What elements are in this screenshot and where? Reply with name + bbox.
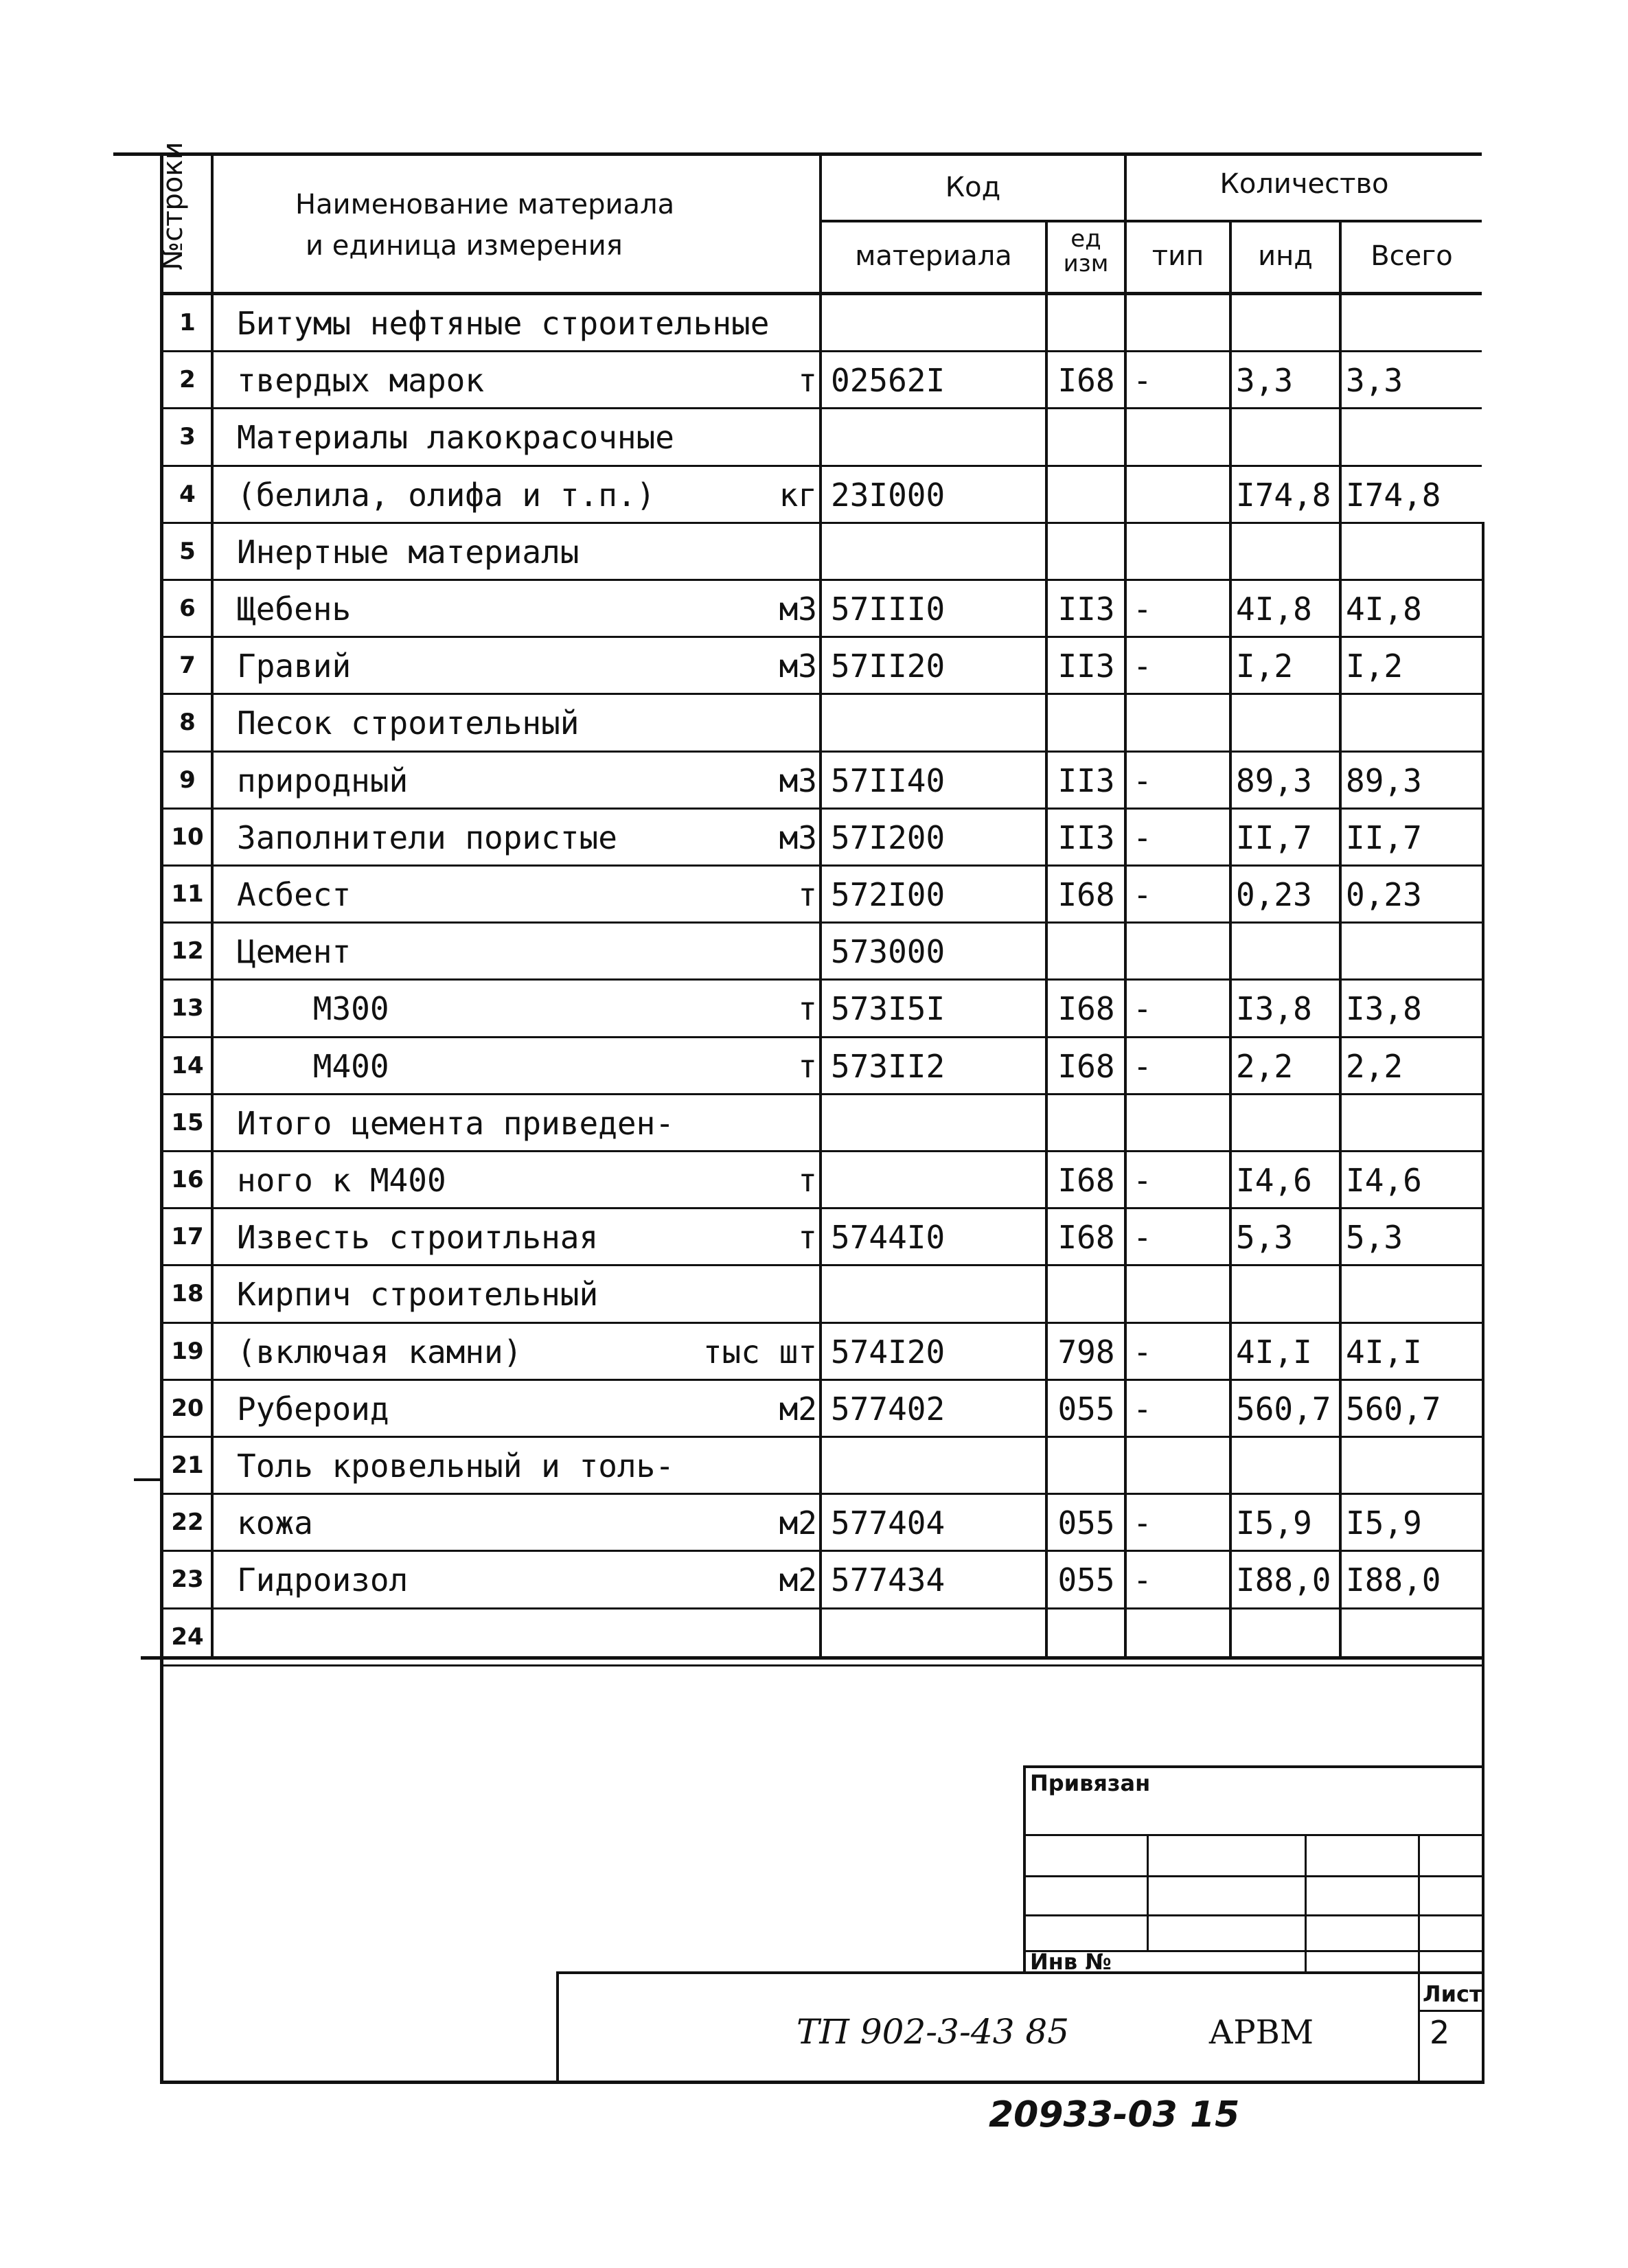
material-name: Заполнители пористые — [237, 818, 617, 856]
rule — [1023, 1914, 1484, 1916]
row-number: 17 — [171, 1223, 204, 1251]
row-number: 23 — [171, 1566, 204, 1594]
material-name: твердых марок — [237, 362, 485, 400]
qty-total: I,2 — [1346, 648, 1403, 685]
material-name: (включая камни) — [237, 1333, 523, 1371]
material-name: кожа — [237, 1504, 313, 1542]
qty-type: - — [1133, 818, 1152, 856]
rule — [556, 1971, 559, 2084]
material-code: 577404 — [831, 1504, 945, 1542]
row-number: 12 — [171, 937, 204, 965]
qty-type: - — [1133, 362, 1152, 400]
material-name: Инертные материалы — [237, 533, 580, 571]
row-number: 20 — [171, 1394, 204, 1422]
rule — [141, 1656, 1484, 1660]
unit-of-measure: т — [798, 1162, 817, 1199]
material-name: Кирпич строительный — [237, 1276, 599, 1314]
material-name: М300 — [237, 990, 389, 1028]
unit-code: 055 — [1057, 1390, 1115, 1428]
qty-total: 4I,I — [1346, 1333, 1422, 1371]
document-code: ТП 902-3-43 85 — [796, 2012, 1070, 2052]
sheet-number: 2 — [1430, 2014, 1450, 2051]
qty-total: 560,7 — [1346, 1390, 1441, 1428]
qty-type: - — [1133, 1162, 1152, 1199]
qty-total: I4,6 — [1346, 1162, 1422, 1199]
rule — [134, 1478, 161, 1481]
footer-note: 20933-03 15 — [989, 2094, 1240, 2135]
material-code: 573I5I — [831, 990, 945, 1028]
qty-individual: 4I,I — [1236, 1333, 1312, 1371]
material-name: Щебень — [237, 591, 352, 628]
unit-code: I68 — [1057, 362, 1115, 400]
unit-of-measure: т — [798, 990, 817, 1028]
qty-individual: 4I,8 — [1236, 591, 1312, 628]
rule — [1045, 220, 1048, 1660]
qty-type: - — [1133, 648, 1152, 685]
rule — [1124, 152, 1127, 1660]
row-number: 9 — [179, 766, 196, 794]
row-rule — [160, 693, 1482, 695]
code-material-header: материала — [855, 240, 1012, 272]
qty-total-header: Всего — [1371, 240, 1453, 272]
qty-type: - — [1133, 990, 1152, 1028]
rule — [1339, 220, 1342, 1660]
unit-code: II3 — [1057, 818, 1115, 856]
qty-type-header: тип — [1151, 240, 1204, 272]
material-name: Песок строительный — [237, 705, 580, 742]
rule — [1418, 2010, 1484, 2012]
row-rule — [160, 350, 1482, 352]
material-code: 23I000 — [831, 476, 945, 514]
qty-type: - — [1133, 1561, 1152, 1599]
unit-of-measure: т — [798, 1047, 817, 1085]
rule — [113, 152, 1482, 156]
material-code: 57I200 — [831, 818, 945, 856]
row-rule — [160, 636, 1482, 638]
row-rule — [160, 1207, 1482, 1209]
unit-code: II3 — [1057, 591, 1115, 628]
row-number: 10 — [171, 823, 204, 851]
row-rule — [160, 579, 1482, 581]
qty-individual: I4,6 — [1236, 1162, 1312, 1199]
material-name: (белила, олифа и т.п.) — [237, 476, 656, 514]
code-unit-header: ед изм — [1063, 225, 1109, 277]
rule — [556, 1971, 1484, 1974]
material-name: Гравий — [237, 648, 352, 685]
unit-of-measure: м3 — [779, 818, 817, 856]
row-number: 6 — [179, 595, 196, 622]
qty-type: - — [1133, 1047, 1152, 1085]
qty-ind-header: инд — [1258, 240, 1313, 272]
material-code: 02562I — [831, 362, 945, 400]
qty-total: II,7 — [1346, 818, 1422, 856]
row-rule — [160, 465, 1482, 467]
row-rule — [160, 1379, 1482, 1381]
material-code: 5744I0 — [831, 1219, 945, 1257]
qty-type: - — [1133, 1390, 1152, 1428]
row-number: 13 — [171, 994, 204, 1022]
unit-of-measure: т — [798, 362, 817, 400]
rule — [1418, 1971, 1420, 2081]
material-name: Асбест — [237, 876, 352, 913]
row-rule — [160, 407, 1482, 409]
qty-individual: I,2 — [1236, 648, 1294, 685]
unit-code: I68 — [1057, 1219, 1115, 1257]
material-code: 573000 — [831, 933, 945, 971]
row-rule — [160, 1322, 1482, 1324]
row-rule — [160, 1607, 1482, 1610]
unit-of-measure: м2 — [779, 1390, 817, 1428]
rule — [160, 2081, 1484, 2084]
rule — [160, 152, 163, 2083]
qty-total: I88,0 — [1346, 1561, 1441, 1599]
name-header-line2: и единица измерения — [306, 230, 623, 262]
rule — [1124, 220, 1482, 222]
qty-individual: 2,2 — [1236, 1047, 1294, 1085]
material-code: 572I00 — [831, 876, 945, 913]
qty-total: I74,8 — [1346, 476, 1441, 514]
material-name: Битумы нефтяные строительные — [237, 305, 770, 342]
unit-of-measure: м2 — [779, 1504, 817, 1542]
row-number: 3 — [179, 423, 196, 451]
qty-individual: I3,8 — [1236, 990, 1312, 1028]
code-header: Код — [945, 172, 1001, 203]
row-rule — [160, 1150, 1482, 1152]
qty-individual: 89,3 — [1236, 761, 1312, 799]
qty-type: - — [1133, 591, 1152, 628]
material-code: 577434 — [831, 1561, 945, 1599]
row-number: 19 — [171, 1337, 204, 1365]
unit-code: 055 — [1057, 1561, 1115, 1599]
sheet-label: Лист — [1423, 1981, 1482, 2007]
row-number: 1 — [179, 309, 196, 336]
qty-individual: 3,3 — [1236, 362, 1294, 400]
row-number-header: №строки — [157, 141, 189, 271]
qty-individual: II,7 — [1236, 818, 1312, 856]
unit-code: I68 — [1057, 990, 1115, 1028]
material-name: природный — [237, 761, 409, 799]
qty-individual: 5,3 — [1236, 1219, 1294, 1257]
row-rule — [160, 1493, 1482, 1495]
qty-total: 0,23 — [1346, 876, 1422, 913]
row-rule — [160, 1093, 1482, 1095]
unit-code: II3 — [1057, 761, 1115, 799]
material-name: Толь кровельный и толь- — [237, 1447, 674, 1485]
row-rule — [160, 1550, 1482, 1552]
rule — [1418, 1834, 1420, 1971]
qty-type: - — [1133, 876, 1152, 913]
material-name: Итого цемента приведен- — [237, 1104, 674, 1142]
unit-code: I68 — [1057, 876, 1115, 913]
qty-total: I5,9 — [1346, 1504, 1422, 1542]
row-number: 7 — [179, 652, 196, 680]
unit-code: 798 — [1057, 1333, 1115, 1371]
row-rule — [160, 978, 1482, 981]
qty-individual: I5,9 — [1236, 1504, 1312, 1542]
material-code: 57II20 — [831, 648, 945, 685]
qty-total: 5,3 — [1346, 1219, 1403, 1257]
row-number: 4 — [179, 480, 196, 508]
unit-of-measure: кг — [779, 476, 817, 514]
material-name: Гидроизол — [237, 1561, 409, 1599]
qty-type: - — [1133, 1333, 1152, 1371]
rule — [1023, 1875, 1484, 1877]
rule — [211, 152, 214, 1660]
row-number: 11 — [171, 880, 204, 908]
quantity-header: Количество — [1219, 168, 1389, 200]
qty-type: - — [1133, 1219, 1152, 1257]
row-number: 18 — [171, 1280, 204, 1308]
qty-individual: 0,23 — [1236, 876, 1312, 913]
rule — [1305, 1834, 1307, 1971]
unit-code: I68 — [1057, 1047, 1115, 1085]
qty-total: 3,3 — [1346, 362, 1403, 400]
rule — [1229, 220, 1232, 1660]
row-number: 16 — [171, 1166, 204, 1193]
row-rule — [160, 921, 1482, 924]
row-rule — [160, 807, 1482, 810]
qty-type: - — [1133, 1504, 1152, 1542]
row-number: 15 — [171, 1108, 204, 1136]
section-code: АРВМ — [1208, 2013, 1314, 2052]
rule — [819, 152, 822, 1660]
material-name: Рубероид — [237, 1390, 389, 1428]
privyazan-label: Привязан — [1030, 1770, 1151, 1796]
unit-of-measure: т — [798, 1219, 817, 1257]
unit-of-measure: т — [798, 876, 817, 913]
unit-code: 055 — [1057, 1504, 1115, 1542]
row-rule — [160, 751, 1482, 753]
name-header-line1: Наименование материала — [295, 189, 675, 220]
row-number: 8 — [179, 709, 196, 737]
unit-of-measure: м3 — [779, 591, 817, 628]
material-name: Цемент — [237, 933, 352, 971]
row-number: 14 — [171, 1051, 204, 1079]
qty-total: 4I,8 — [1346, 591, 1422, 628]
qty-individual: 560,7 — [1236, 1390, 1331, 1428]
rule — [1023, 1765, 1026, 1971]
unit-code: I68 — [1057, 1162, 1115, 1199]
material-code: 574I20 — [831, 1333, 945, 1371]
unit-of-measure: м2 — [779, 1561, 817, 1599]
material-name: Материалы лакокрасочные — [237, 419, 674, 457]
unit-of-measure: тыс шт — [702, 1333, 817, 1371]
rule — [1023, 1765, 1484, 1768]
unit-of-measure: м3 — [779, 761, 817, 799]
row-rule — [160, 1036, 1482, 1038]
material-code: 573II2 — [831, 1047, 945, 1085]
qty-individual: I74,8 — [1236, 476, 1331, 514]
row-number: 21 — [171, 1452, 204, 1479]
row-rule — [160, 1264, 1482, 1266]
row-number: 2 — [179, 366, 196, 394]
inv-no-label: Инв № — [1030, 1949, 1112, 1975]
row-rule — [160, 1664, 1484, 1666]
material-name: Известь строитльная — [237, 1219, 599, 1257]
row-number: 5 — [179, 537, 196, 565]
material-code: 577402 — [831, 1390, 945, 1428]
rule — [1023, 1834, 1484, 1836]
qty-total: I3,8 — [1346, 990, 1422, 1028]
row-rule — [160, 1436, 1482, 1438]
rule — [1482, 522, 1484, 2083]
qty-total: 89,3 — [1346, 761, 1422, 799]
row-number: 24 — [171, 1623, 204, 1651]
unit-code: II3 — [1057, 648, 1115, 685]
unit-of-measure: м3 — [779, 648, 817, 685]
qty-total: 2,2 — [1346, 1047, 1403, 1085]
material-name: М400 — [237, 1047, 389, 1085]
row-rule — [160, 864, 1482, 867]
material-code: 57II40 — [831, 761, 945, 799]
rule — [1147, 1834, 1149, 1950]
qty-individual: I88,0 — [1236, 1561, 1331, 1599]
qty-type: - — [1133, 761, 1152, 799]
material-code: 57III0 — [831, 591, 945, 628]
row-rule — [160, 522, 1482, 524]
material-name: ного к М400 — [237, 1162, 446, 1199]
row-number: 22 — [171, 1509, 204, 1537]
